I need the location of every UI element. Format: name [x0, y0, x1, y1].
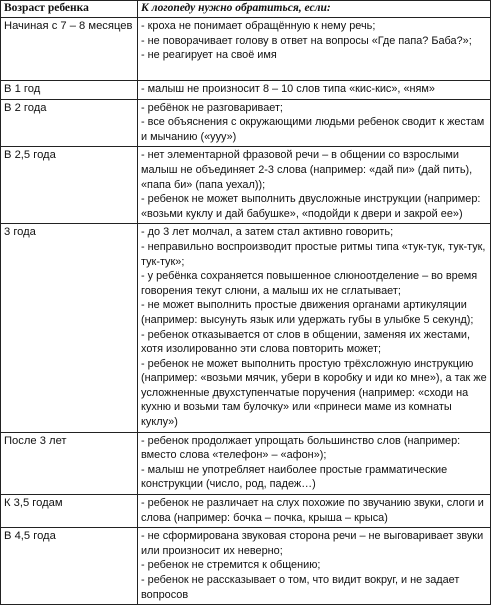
list-item: - ребенок не стремится к общению;: [141, 559, 321, 572]
column-header-age: Возраст ребенка: [1, 1, 138, 18]
age-cell: После 3 лет: [1, 432, 138, 494]
age-cell: В 2 года: [1, 99, 138, 147]
list-item: - малыш не произносит 8 – 10 слов типа «кис-кис», «ням»: [141, 83, 435, 95]
table-row: [1, 18, 491, 81]
list-item: - не поворачивает голову в ответ на вопросы «Где папа? Баба?»;: [141, 34, 472, 47]
list-item: - не реагирует на своё имя: [141, 49, 277, 62]
age-cell: В 2,5 года: [1, 147, 138, 224]
list-item: - нет элементарной фразовой речи – в общении со взрослыми малыш не объединяет 2-3 слова (например: «дай пи» (дай пить), «папа би» (папа уехал));: [141, 149, 473, 191]
table-row: [1, 99, 491, 147]
description-cell: [138, 147, 491, 224]
description-cell: [138, 528, 491, 605]
table-row: [1, 81, 491, 100]
age-cell: 3 года: [1, 224, 138, 432]
table-row: [1, 495, 491, 528]
table-row: [1, 432, 491, 494]
list-item: - ребенок не может выполнить двусложные инструкции (например: «возьми куклу и дай бабушке», «подойди к двери и закрой ее»): [141, 193, 481, 220]
list-item: - малыш не употребляет наиболее простые грамматические конструкции (число, род, падеж…): [141, 463, 448, 491]
age-cell: Начиная с 7 – 8 месяцев: [1, 18, 138, 81]
table-row: [1, 224, 491, 432]
age-cell: К 3,5 годам: [1, 495, 138, 528]
list-item: - неправильно воспроизводит простые ритмы типа «тук-тук, тук-тук, тук-тук»;: [141, 240, 486, 268]
list-item: - ребёнок не разговаривает;: [141, 101, 283, 114]
list-item: - все объяснения с окружающими людьми ребенок сводит к жестам и мычанию («ууу»): [141, 116, 485, 143]
age-cell: В 4,5 года: [1, 528, 138, 605]
table-row: [1, 147, 491, 224]
list-item: - ребенок не рассказывает о том, что видит вокруг, и не задает вопросов: [141, 574, 460, 601]
description-cell: [138, 495, 491, 528]
list-item: - ребенок отказывается от слов в общении, заменяя их жестами, хотя изолированно эти слова повторить может;: [141, 328, 471, 356]
table-row: [1, 528, 491, 605]
table-header-row: [1, 1, 491, 18]
list-item: - не сформирована звуковая сторона речи – не выговаривает звуки или произносит их неверно;: [141, 530, 484, 557]
age-cell: В 1 год: [1, 81, 138, 100]
list-item: - до 3 лет молчал, а затем стал активно говорить;: [141, 226, 394, 239]
description-cell: [138, 224, 491, 432]
column-header-when: К логопеду нужно обратиться, если:: [138, 1, 491, 18]
list-item: - кроха не понимает обращённую к нему речь;: [141, 20, 376, 32]
description-cell: [138, 18, 491, 81]
list-item: - ребенок не различает на слух похожие по звучанию звуки, слоги и слова (например: бочка – почка, крыша – крыса): [141, 497, 484, 524]
list-item: - ребенок не может выполнить простую трёхсложную инструкцию (например: «возьми мячик, убери в коробку и иди ко мне»), а так же усложненные двухступенчатые поручения (например: «сходи на кухню и возьми там булочку» или «принеси маме из комнаты куклу»): [141, 357, 487, 429]
list-item: - у ребёнка сохраняется повышенное слюноотделение – во время говорения текут слюни, а малыш их не сглатывает;: [141, 270, 478, 297]
description-cell: [138, 81, 491, 100]
list-item: - не может выполнить простые движения органами артикуляции (например: высунуть язык или удержать губы в улыбке 5 секунд);: [141, 299, 474, 326]
description-cell: [138, 99, 491, 147]
list-item: - ребенок продолжает упрощать большинство слов (например: вместо слова «телефон» – «афон»);: [141, 434, 461, 462]
description-cell: [138, 432, 491, 494]
